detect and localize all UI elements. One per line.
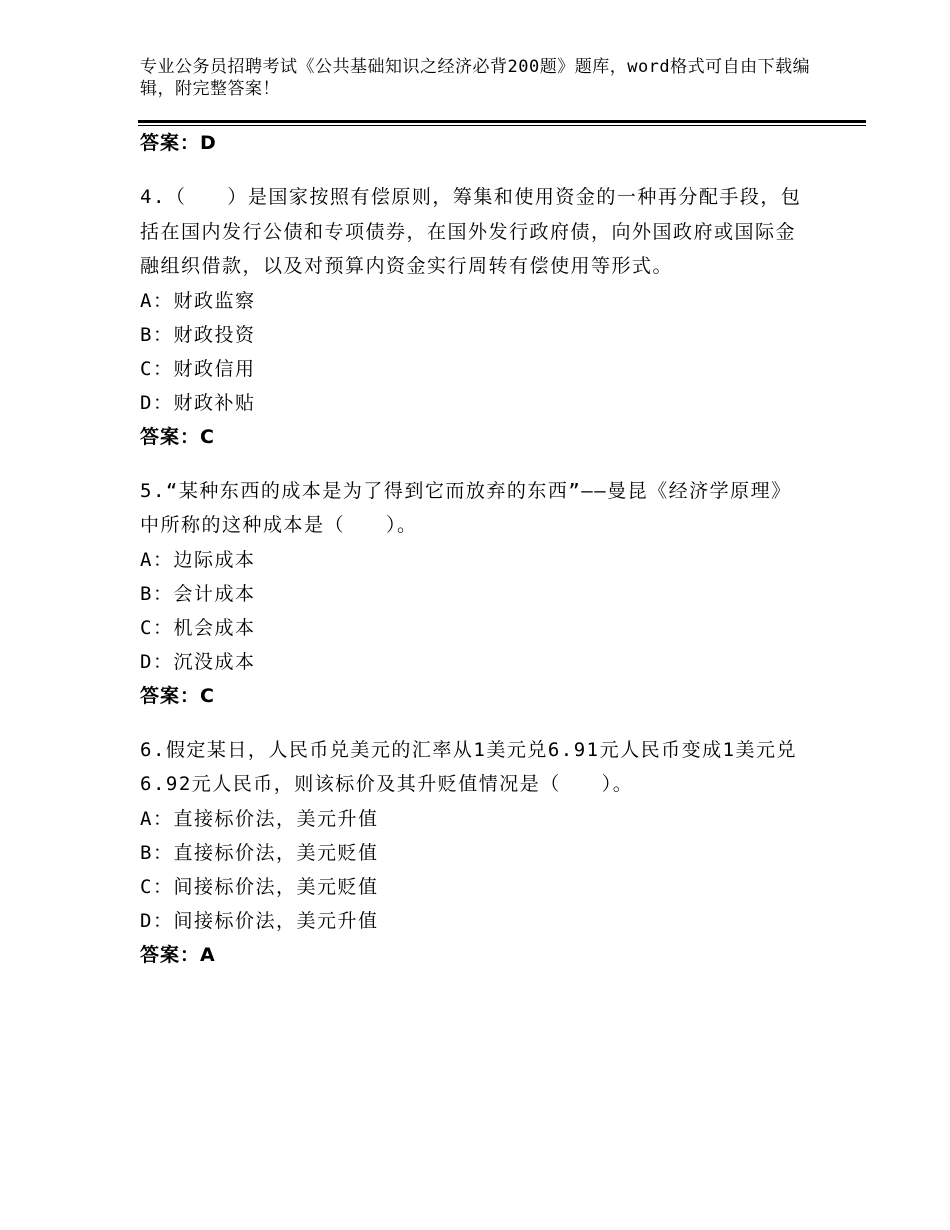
- option-c: C：间接标价法，美元贬值: [140, 875, 379, 898]
- option-d: D：沉没成本: [140, 650, 256, 673]
- option-c: C：机会成本: [140, 616, 256, 639]
- answer-line: 答案：C: [140, 684, 215, 707]
- option-b: B：财政投资: [140, 323, 256, 346]
- question-stem: 5.“某种东西的成本是为了得到它而放弃的东西”——曼昆《经济学原理》中所称的这种成本是（ ）。: [140, 479, 792, 536]
- header-rule-thick: [138, 120, 866, 123]
- option-b: B：会计成本: [140, 582, 256, 605]
- option-b: B：直接标价法，美元贬值: [140, 841, 379, 864]
- option-a: A：边际成本: [140, 548, 256, 571]
- question-block: [140, 733, 810, 972]
- answer-line: 答案：A: [140, 943, 216, 966]
- answer-line: 答案：C: [140, 425, 215, 448]
- option-d: D：间接标价法，美元升值: [140, 909, 379, 932]
- option-a: A：直接标价法，美元升值: [140, 807, 379, 830]
- document-body: [140, 126, 810, 972]
- question-block: [140, 180, 810, 454]
- option-d: D：财政补贴: [140, 391, 256, 414]
- answer-line: 答案：D: [140, 132, 217, 154]
- question-stem: 4.（ ）是国家按照有偿原则，筹集和使用资金的一种再分配手段，包括在国内发行公债和专项债券，在国外发行政府债，向外国政府或国际金融组织借款，以及对预算内资金实行周转有偿使用等形式。: [140, 186, 802, 277]
- document-header: 专业公务员招聘考试《公共基础知识之经济必背200题》题库，word格式可自由下载编辑，附完整答案！: [140, 57, 811, 99]
- option-a: A：财政监察: [140, 289, 256, 312]
- option-c: C：财政信用: [140, 357, 256, 380]
- question-stem: 6.假定某日，人民币兑美元的汇率从1美元兑6.91元人民币变成1美元兑6.92元人民币，则该标价及其升贬值情况是（ ）。: [140, 738, 798, 795]
- question-block: [140, 474, 810, 713]
